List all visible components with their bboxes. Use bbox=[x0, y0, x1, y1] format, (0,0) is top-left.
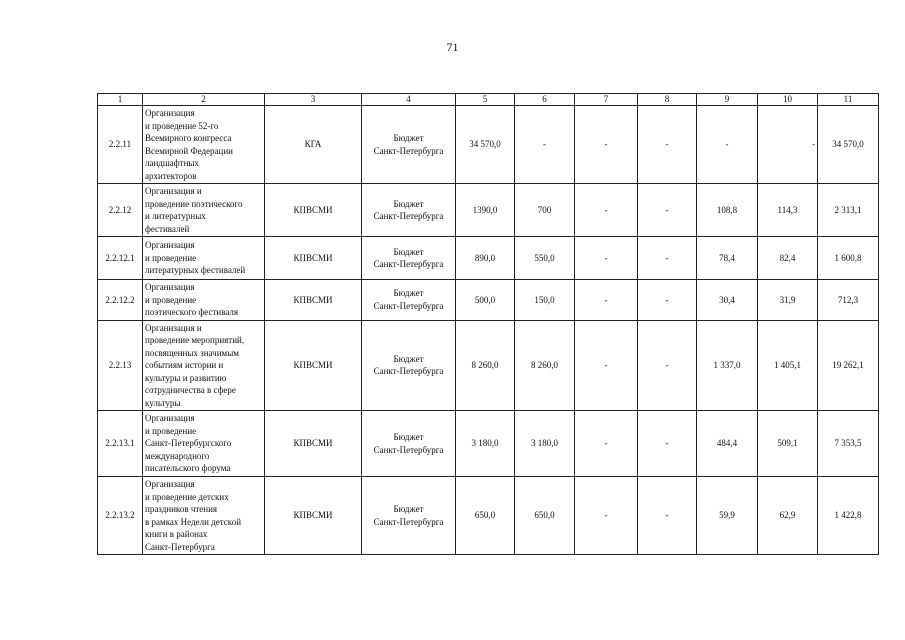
column-header: 10 bbox=[758, 94, 818, 106]
column-header: 1 bbox=[98, 94, 143, 106]
header-row bbox=[98, 94, 879, 106]
value-cell: - bbox=[575, 106, 638, 184]
activity-name: Организация и проведение поэтического и литературных фестивалей bbox=[143, 184, 265, 237]
funding-source-cell: Бюджет Санкт-Петербурга bbox=[362, 184, 456, 237]
activity-name: Организация и проведение поэтического фестиваля bbox=[143, 280, 265, 321]
value-cell: - bbox=[638, 320, 697, 411]
value-cell: 34 570,0 bbox=[456, 106, 515, 184]
table-row bbox=[98, 411, 879, 477]
funding-source-cell: Бюджет Санкт-Петербурга bbox=[362, 280, 456, 321]
program-table bbox=[97, 93, 879, 555]
activity-name: Организация и проведение Санкт-Петербургского международного писательского форума bbox=[143, 411, 265, 477]
value-cell: - bbox=[638, 477, 697, 555]
column-header: 8 bbox=[638, 94, 697, 106]
executor-cell: КПВСМИ bbox=[265, 184, 362, 237]
column-header: 3 bbox=[265, 94, 362, 106]
funding-source-cell: Бюджет Санкт-Петербурга bbox=[362, 106, 456, 184]
executor-cell: КПВСМИ bbox=[265, 477, 362, 555]
value-cell: 890,0 bbox=[456, 237, 515, 280]
executor-cell: КПВСМИ bbox=[265, 237, 362, 280]
row-number: 2.2.13.2 bbox=[98, 477, 143, 555]
value-cell: - bbox=[638, 237, 697, 280]
value-cell: - bbox=[697, 106, 758, 184]
value-cell: - bbox=[638, 411, 697, 477]
row-number: 2.2.12.1 bbox=[98, 237, 143, 280]
value-cell: 509,1 bbox=[758, 411, 818, 477]
executor-cell: КПВСМИ bbox=[265, 320, 362, 411]
table-row bbox=[98, 477, 879, 555]
funding-source-cell: Бюджет Санкт-Петербурга bbox=[362, 320, 456, 411]
value-cell: 3 180,0 bbox=[456, 411, 515, 477]
value-cell: 1 337,0 bbox=[697, 320, 758, 411]
funding-source-cell: Бюджет Санкт-Петербурга bbox=[362, 411, 456, 477]
value-cell: 31,9 bbox=[758, 280, 818, 321]
total-cell: 1 600,8 bbox=[818, 237, 879, 280]
activity-name: Организация и проведение литературных фестивалей bbox=[143, 237, 265, 280]
funding-source-cell: Бюджет Санкт-Петербурга bbox=[362, 477, 456, 555]
activity-name: Организация и проведение детских праздников чтения в рамках Недели детской книги в районах Санкт-Петербурга bbox=[143, 477, 265, 555]
value-cell: - bbox=[575, 184, 638, 237]
value-cell: 82,4 bbox=[758, 237, 818, 280]
value-cell: 62,9 bbox=[758, 477, 818, 555]
column-header: 5 bbox=[456, 94, 515, 106]
activity-name: Организация и проведение мероприятий, посвященных значимым событиям истории и культуры и развитию сотрудничества в сфере культуры bbox=[143, 320, 265, 411]
value-cell: 484,4 bbox=[697, 411, 758, 477]
column-header: 9 bbox=[697, 94, 758, 106]
value-cell: 550,0 bbox=[515, 237, 575, 280]
total-cell: 2 313,1 bbox=[818, 184, 879, 237]
table-row bbox=[98, 237, 879, 280]
total-cell: 34 570,0 bbox=[818, 106, 879, 184]
value-cell: - bbox=[575, 477, 638, 555]
column-header: 7 bbox=[575, 94, 638, 106]
executor-cell: КПВСМИ bbox=[265, 411, 362, 477]
value-cell: 3 180,0 bbox=[515, 411, 575, 477]
column-header: 11 bbox=[818, 94, 879, 106]
executor-cell: КПВСМИ bbox=[265, 280, 362, 321]
row-number: 2.2.12.2 bbox=[98, 280, 143, 321]
table-row bbox=[98, 280, 879, 321]
value-cell: 30,4 bbox=[697, 280, 758, 321]
value-cell: - bbox=[575, 280, 638, 321]
value-cell: - bbox=[758, 106, 818, 184]
value-cell: 1 405,1 bbox=[758, 320, 818, 411]
row-number: 2.2.12 bbox=[98, 184, 143, 237]
funding-source-cell: Бюджет Санкт-Петербурга bbox=[362, 237, 456, 280]
value-cell: 114,3 bbox=[758, 184, 818, 237]
value-cell: - bbox=[638, 280, 697, 321]
value-cell: - bbox=[575, 237, 638, 280]
value-cell: 78,4 bbox=[697, 237, 758, 280]
value-cell: 700 bbox=[515, 184, 575, 237]
value-cell: 59,9 bbox=[697, 477, 758, 555]
value-cell: - bbox=[575, 411, 638, 477]
column-header: 2 bbox=[143, 94, 265, 106]
column-header: 6 bbox=[515, 94, 575, 106]
table-row bbox=[98, 106, 879, 184]
value-cell: 8 260,0 bbox=[456, 320, 515, 411]
value-cell: - bbox=[638, 184, 697, 237]
value-cell: 108,8 bbox=[697, 184, 758, 237]
table-row bbox=[98, 320, 879, 411]
value-cell: 8 260,0 bbox=[515, 320, 575, 411]
value-cell: - bbox=[515, 106, 575, 184]
total-cell: 19 262,1 bbox=[818, 320, 879, 411]
value-cell: 500,0 bbox=[456, 280, 515, 321]
activity-name: Организация и проведение 52-го Всемирного конгресса Всемирной Федерации ландшафтных архитекторов bbox=[143, 106, 265, 184]
value-cell: 650,0 bbox=[515, 477, 575, 555]
total-cell: 7 353,5 bbox=[818, 411, 879, 477]
value-cell: 1390,0 bbox=[456, 184, 515, 237]
value-cell: 150,0 bbox=[515, 280, 575, 321]
row-number: 2.2.11 bbox=[98, 106, 143, 184]
total-cell: 712,3 bbox=[818, 280, 879, 321]
total-cell: 1 422,8 bbox=[818, 477, 879, 555]
page-number: 71 bbox=[446, 40, 459, 54]
table-row bbox=[98, 184, 879, 237]
column-header: 4 bbox=[362, 94, 456, 106]
value-cell: 650,0 bbox=[456, 477, 515, 555]
row-number: 2.2.13.1 bbox=[98, 411, 143, 477]
value-cell: - bbox=[638, 106, 697, 184]
value-cell: - bbox=[575, 320, 638, 411]
executor-cell: КГА bbox=[265, 106, 362, 184]
row-number: 2.2.13 bbox=[98, 320, 143, 411]
